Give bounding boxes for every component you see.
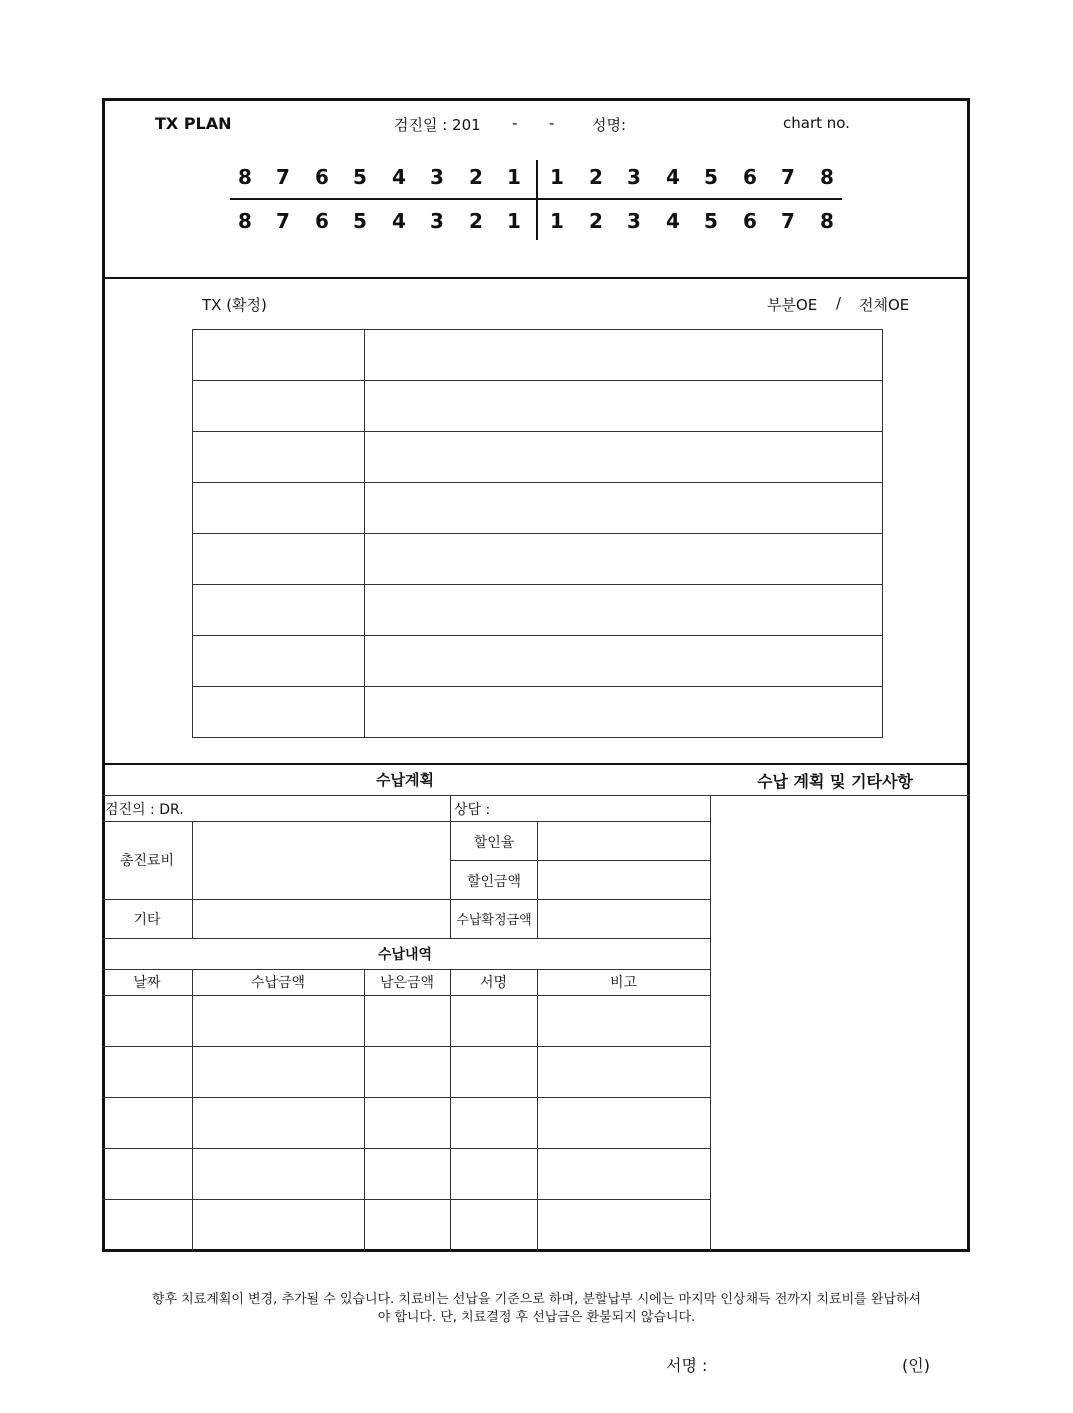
tooth-number[interactable]: 1	[507, 165, 521, 189]
tooth-number[interactable]: 3	[430, 165, 444, 189]
history-col-line	[450, 969, 451, 1251]
history-row-line	[102, 1046, 710, 1047]
tooth-number[interactable]: 8	[238, 209, 252, 233]
column-header-signature: 서명	[479, 975, 508, 991]
discount-amount-label: 할인금액	[466, 874, 522, 890]
tooth-number[interactable]: 8	[820, 165, 834, 189]
etc-field[interactable]	[193, 900, 449, 937]
history-row-line	[102, 1148, 710, 1149]
chart-number-label: chart no.	[783, 114, 850, 132]
tx-row-line	[192, 584, 883, 585]
payment-row-line	[102, 969, 710, 970]
tooth-number[interactable]: 3	[430, 209, 444, 233]
consult-label: 상담 :	[454, 802, 491, 818]
tx-row-line	[192, 431, 883, 432]
form-title: TX PLAN	[155, 114, 232, 133]
tooth-number[interactable]: 2	[469, 209, 483, 233]
column-header-date: 날짜	[133, 975, 161, 991]
exam-date-label: 검진일 : 201	[394, 116, 481, 134]
tx-row-line	[192, 380, 883, 381]
section-divider-1	[102, 277, 970, 279]
tooth-number[interactable]: 6	[315, 209, 329, 233]
tooth-number[interactable]: 6	[743, 165, 757, 189]
tooth-number[interactable]: 5	[353, 209, 367, 233]
tx-row-line	[192, 635, 883, 636]
payment-notes-header: 수납 계획 및 기타사항	[757, 772, 913, 791]
oe-separator: /	[836, 294, 842, 312]
etc-label: 기타	[133, 912, 161, 928]
payment-row-line	[102, 995, 710, 996]
tooth-number[interactable]: 2	[589, 165, 603, 189]
column-header-paid-amount: 수납금액	[250, 975, 306, 991]
tooth-number[interactable]: 2	[589, 209, 603, 233]
tx-row-line	[192, 533, 883, 534]
history-row-line	[102, 1097, 710, 1098]
tooth-number[interactable]: 3	[627, 165, 641, 189]
tooth-number[interactable]: 6	[315, 165, 329, 189]
seal-label: (인)	[902, 1356, 930, 1375]
total-fee-field[interactable]	[193, 822, 449, 898]
date-separator: -	[549, 114, 555, 132]
discount-amount-field[interactable]	[538, 861, 709, 898]
date-separator: -	[512, 114, 518, 132]
notice-line-2: 야 합니다. 단, 치료결정 후 선납금은 환불되지 않습니다.	[377, 1310, 696, 1325]
column-header-remaining-amount: 남은금액	[379, 975, 435, 991]
tooth-number[interactable]: 5	[704, 165, 718, 189]
tooth-number[interactable]: 1	[550, 165, 564, 189]
signature-field[interactable]	[720, 1348, 895, 1376]
discount-rate-field[interactable]	[538, 822, 709, 859]
tooth-number[interactable]: 7	[276, 209, 290, 233]
tooth-number[interactable]: 4	[666, 165, 680, 189]
notice-line-1: 향후 치료계획이 변경, 추가될 수 있습니다. 치료비는 선납을 기준으로 하며, 분할납부 시에는 마지막 인상채득 전까지 치료비를 완납하셔	[151, 1292, 922, 1307]
history-col-line	[364, 969, 365, 1251]
payment-row-line	[102, 938, 710, 939]
tooth-number[interactable]: 3	[627, 209, 641, 233]
tooth-number[interactable]: 4	[666, 209, 680, 233]
tooth-number[interactable]: 4	[392, 209, 406, 233]
tooth-chart-center-line	[536, 160, 538, 240]
final-amount-field[interactable]	[538, 900, 709, 937]
payment-plan-header: 수납계획	[376, 771, 434, 789]
tooth-number[interactable]: 7	[276, 165, 290, 189]
tx-row-line	[192, 482, 883, 483]
doctor-label: 검진의 : DR.	[105, 802, 184, 818]
final-amount-label: 수납확정금액	[456, 913, 532, 928]
history-col-line	[537, 969, 538, 1251]
tooth-number[interactable]: 5	[704, 209, 718, 233]
tooth-number[interactable]: 1	[507, 209, 521, 233]
tooth-number[interactable]: 7	[781, 165, 795, 189]
tx-title: TX (확정)	[202, 296, 267, 314]
tx-row-line	[192, 686, 883, 687]
tooth-number[interactable]: 8	[238, 165, 252, 189]
payment-history-header: 수납내역	[377, 947, 433, 963]
full-oe-label: 전체OE	[859, 296, 910, 314]
tooth-number[interactable]: 5	[353, 165, 367, 189]
partial-oe-label: 부분OE	[767, 296, 818, 314]
tooth-number[interactable]: 2	[469, 165, 483, 189]
history-col-line	[192, 969, 193, 1251]
discount-rate-label: 할인율	[473, 835, 515, 851]
tooth-number[interactable]: 7	[781, 209, 795, 233]
section-divider-2	[102, 763, 970, 765]
payment-notes-area[interactable]	[711, 796, 967, 1250]
signature-label: 서명 :	[666, 1356, 708, 1375]
tooth-number[interactable]: 8	[820, 209, 834, 233]
tooth-number[interactable]: 6	[743, 209, 757, 233]
column-header-remarks: 비고	[609, 975, 638, 991]
total-fee-label: 총진료비	[119, 853, 175, 869]
name-label: 성명:	[592, 116, 627, 134]
tooth-number[interactable]: 4	[392, 165, 406, 189]
tooth-number[interactable]: 1	[550, 209, 564, 233]
history-row-line	[102, 1199, 710, 1200]
